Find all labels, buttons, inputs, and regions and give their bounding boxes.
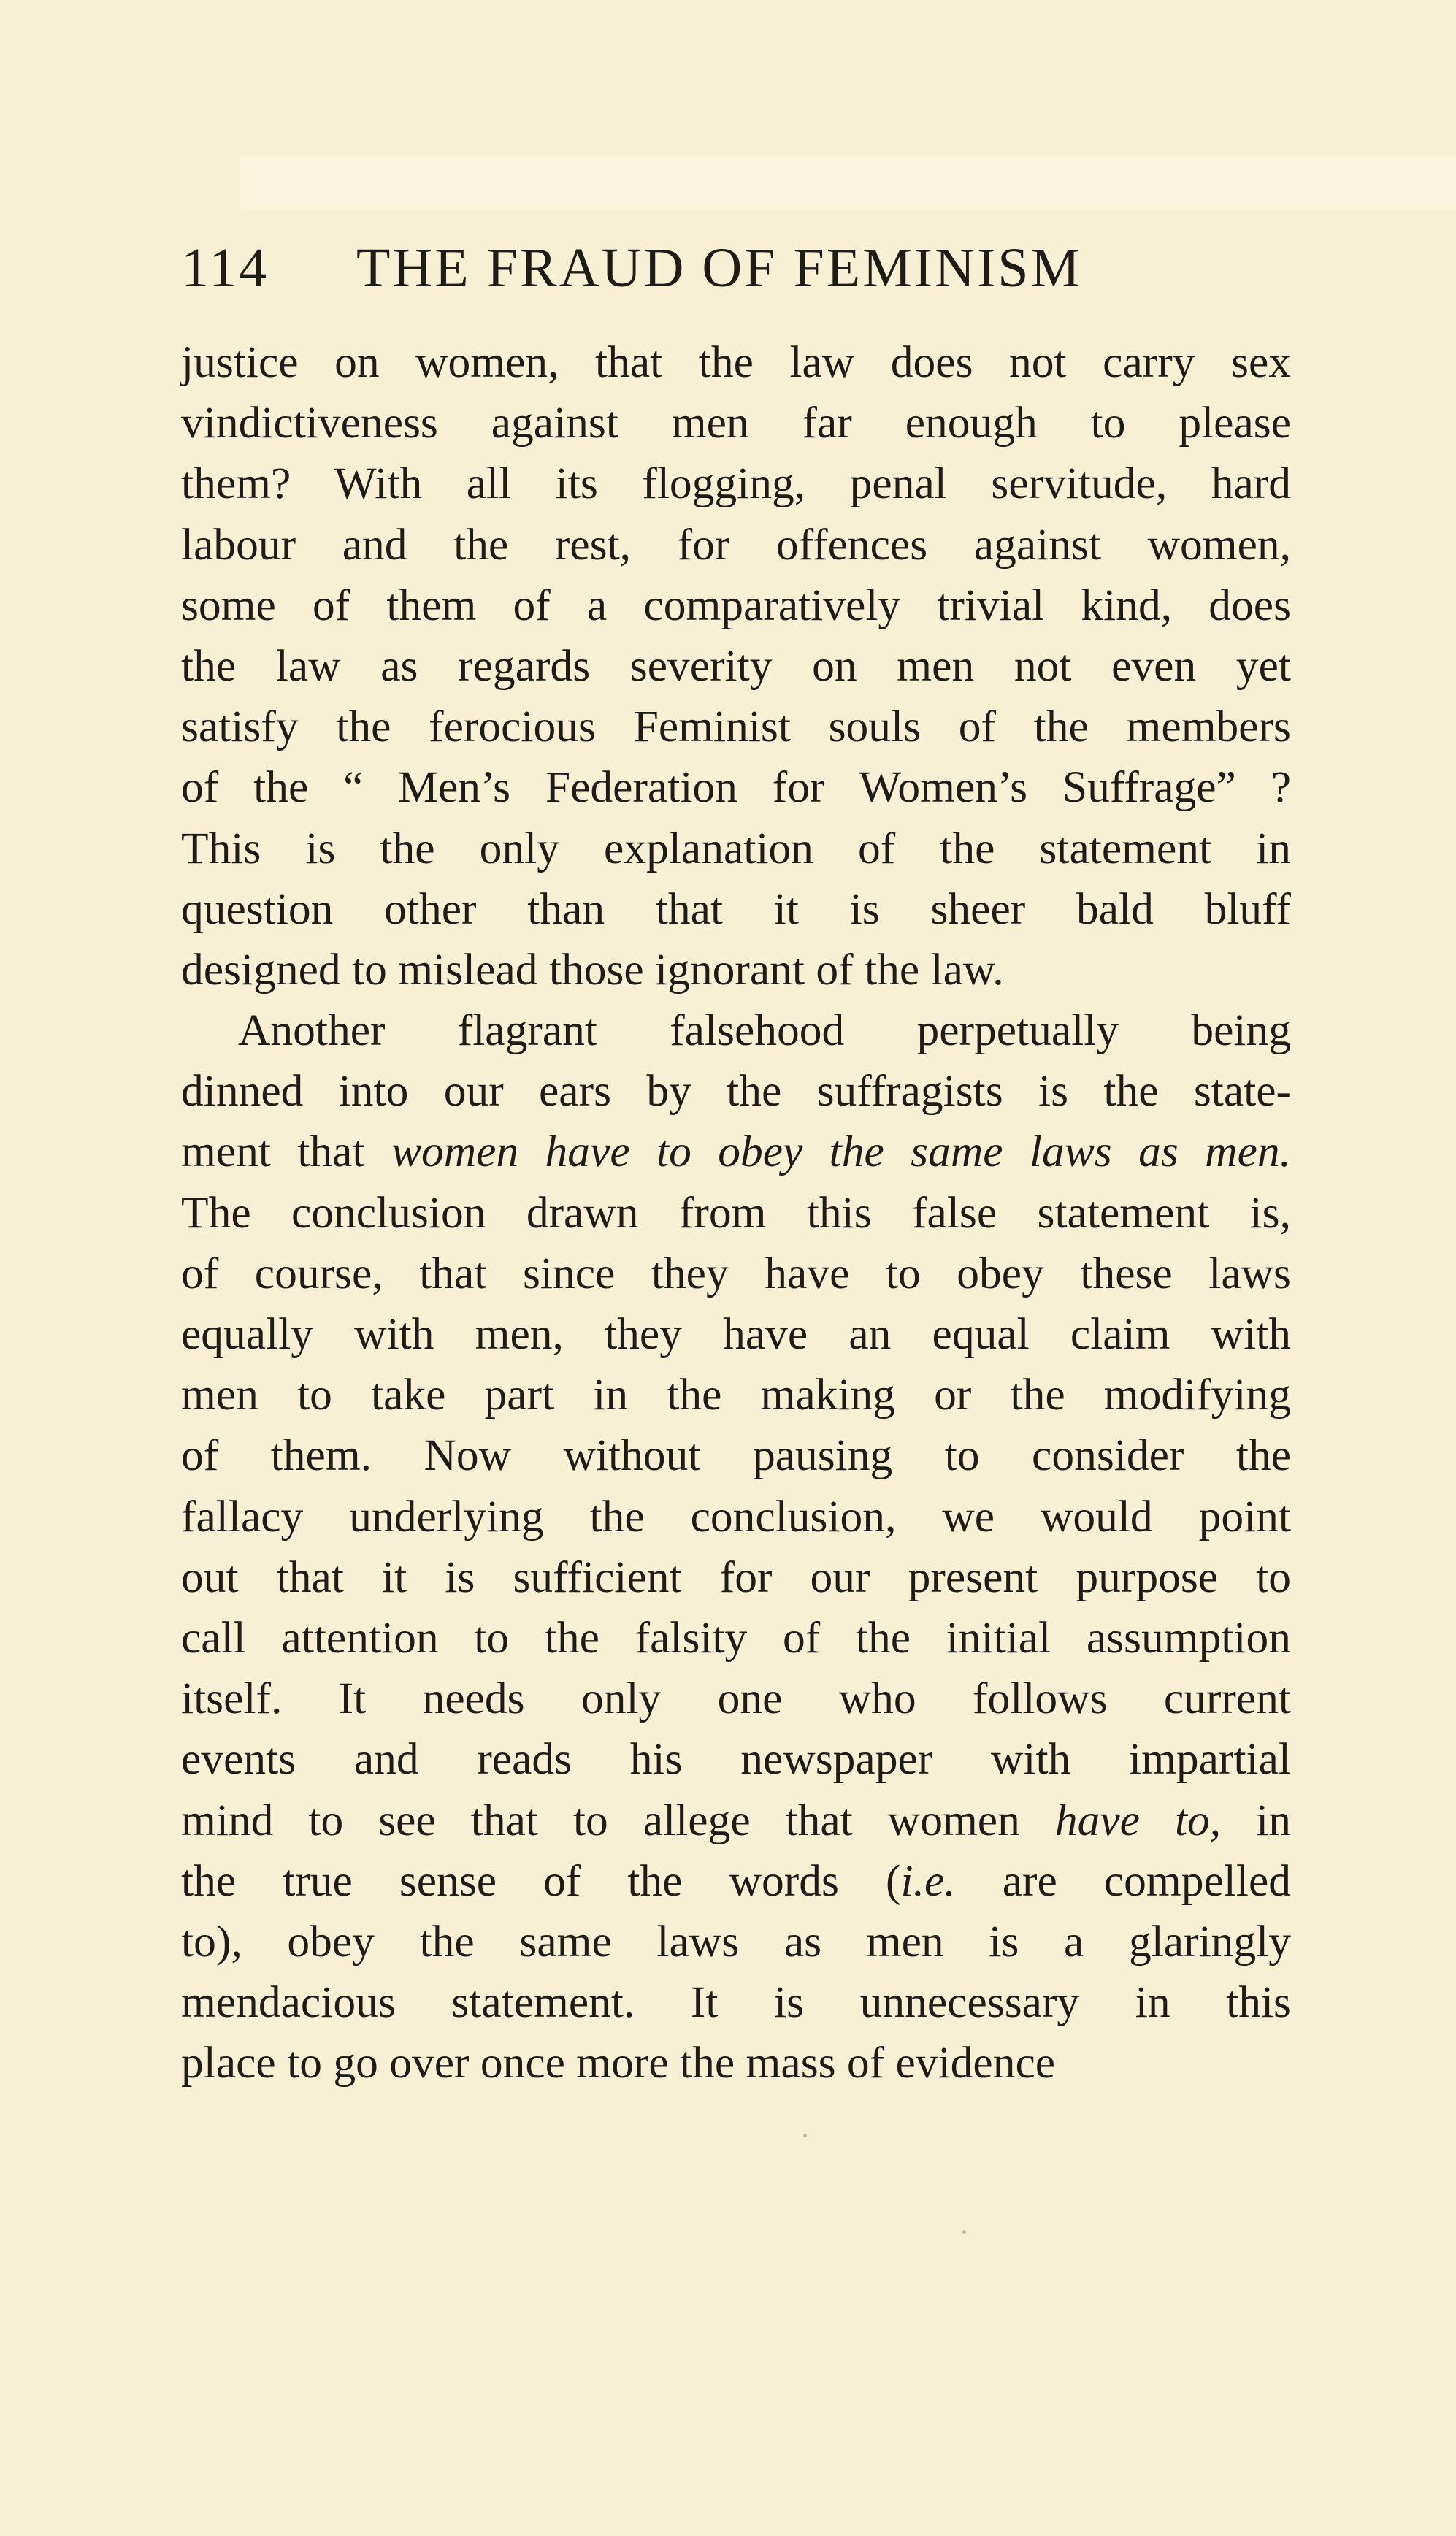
text-segment: of them. Now without pausing to consider the [181,1430,1291,1481]
text-line [181,1912,1291,1972]
page-number: 114 [181,237,269,299]
text-segment: men to take part in the making or the modifying [181,1370,1291,1420]
text-segment: the law as regards severity on men not even yet [181,640,1291,691]
text-line [181,879,1291,940]
text-line [181,453,1291,514]
running-head: THE FRAUD OF FEMINISM [356,237,1083,299]
text-segment: the true sense of the words ( [181,1855,901,1906]
text-segment: Another flagrant falsehood perpetually being [238,1005,1291,1056]
italic-text: women have to obey the same laws as men. [391,1127,1291,1177]
text-segment: vindictiveness against men far enough to please [181,398,1291,448]
text-segment: in [1221,1795,1291,1845]
text-line [181,697,1291,757]
text-segment: are compelled [955,1855,1291,1906]
text-line [181,1790,1291,1851]
text-segment: call attention to the falsity of the initial assumption [181,1612,1291,1663]
text-line [181,940,1291,1000]
text-line [181,1244,1291,1304]
italic-text: have to, [1054,1795,1222,1845]
text-segment: them? With all its flogging, penal servitude, hard [181,459,1291,509]
text-segment: mendacious statement. It is unnecessary in this [181,1977,1291,2028]
text-line [181,819,1291,879]
text-line [181,1608,1291,1669]
text-line [181,636,1291,697]
text-segment: fallacy underlying the conclusion, we would point [181,1491,1291,1541]
text-line [181,515,1291,575]
text-line [181,1304,1291,1365]
text-line [181,1122,1291,1182]
text-line [181,1729,1291,1790]
text-segment: satisfy the ferocious Feminist souls of the members [181,702,1291,752]
text-segment: justice on women, that the law does not carry sex [181,337,1291,387]
text-segment: of course, that since they have to obey these laws [181,1248,1291,1298]
text-segment: designed to mislead those ignorant of the law. [181,944,1004,995]
text-segment: some of them of a comparatively trivial kind, does [181,580,1291,630]
text-segment: to), obey the same laws as men is a glaringly [181,1916,1291,1966]
text-segment: dinned into our ears by the suffragists is the state- [181,1066,1291,1116]
text-line [181,1425,1291,1486]
text-line [181,332,1291,393]
scan-highlight-band [241,156,1456,209]
text-line [181,1547,1291,1608]
text-line [181,1972,1291,2033]
text-segment: The conclusion drawn from this false statement is, [181,1187,1291,1238]
text-segment: equally with men, they have an equal claim with [181,1309,1291,1359]
text-line [181,393,1291,453]
text-segment: events and reads his newspaper with impartial [181,1734,1291,1785]
text-line [181,1365,1291,1425]
text-segment: out that it is sufficient for our present purpose to [181,1552,1291,1602]
text-segment: itself. It needs only one who follows current [181,1674,1291,1724]
page-header [181,234,1291,303]
text-line [181,2033,1291,2093]
paper-speck [803,2134,807,2137]
italic-text: i.e. [900,1855,956,1906]
text-line [181,1000,1291,1061]
text-line [181,575,1291,636]
text-segment: labour and the rest, for offences against women, [181,519,1291,570]
text-line [181,1487,1291,1547]
text-segment: question other than that it is sheer bald bluff [181,884,1291,934]
text-segment: ment that [181,1127,391,1177]
paper-speck [962,2230,966,2234]
text-segment: place to go over once more the mass of evidence [181,2038,1056,2088]
text-line [181,757,1291,818]
text-segment: This is the only explanation of the statement in [181,823,1291,873]
text-segment: of the “ Men’s Federation for Women’s Suffrage” ? [181,762,1291,813]
body-text [181,332,1291,2093]
text-segment: mind to see that to allege that women [181,1795,1055,1845]
text-line [181,1061,1291,1122]
text-line [181,1851,1291,1912]
text-line [181,1669,1291,1729]
text-line [181,1183,1291,1244]
